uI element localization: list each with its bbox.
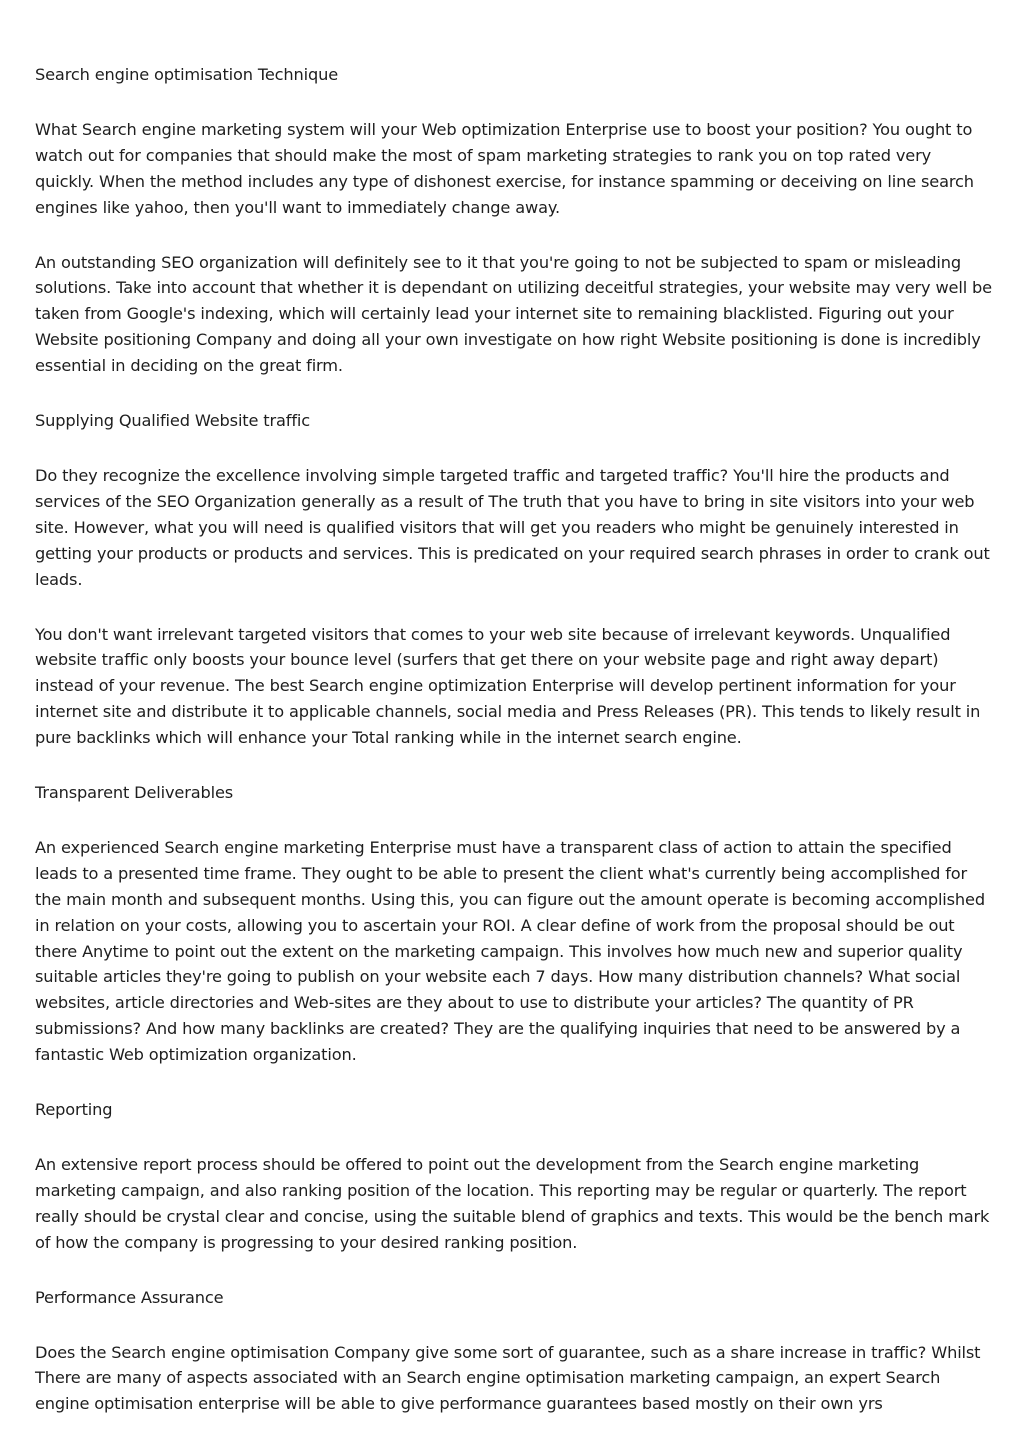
section-heading: Supplying Qualified Website traffic	[35, 411, 310, 431]
document-body	[35, 62, 995, 1446]
paragraph: Do they recognize the excellence involving simple targeted traffic and targeted traffic? You'll hire the products and services of the SEO Organization generally as a result of The truth that you have to bring in site visitors into your web site. However, what you will need is qualified visitors that will get you readers who might be genuinely interested in getting your products or products and services. This is predicated on your required search phrases in order to crank out leads.	[35, 465, 990, 589]
paragraph: An experienced Search engine marketing Enterprise must have a transparent class of action to attain the specified leads to a presented time frame. They ought to be able to present the client what's currently being accomplished for the main month and subsequent months. Using this, you can figure out the amount operate is becoming accomplished in relation on your costs, allowing you to ascertain your ROI. A clear define of work from the proposal should be out there Anytime to point out the extent on the marketing campaign. This involves how much new and superior quality suitable articles they're going to publish on your website each 7 days. How many distribution channels? What social websites, article directories and Web-sites are they about to use to distribute your articles? The quantity of PR submissions? And how many backlinks are created? They are the qualifying inquiries that need to be answered by a fantastic Web optimization organization.	[35, 837, 985, 1065]
section-heading: Performance Assurance	[35, 1287, 224, 1307]
paragraph: An outstanding SEO organization will definitely see to it that you're going to not be subjected to spam or misleading solutions. Take into account that whether it is dependant on utilizing deceitful strategies, your website may very well be taken from Google's indexing, which will certainly lead your internet site to remaining blacklisted. Figuring out your Website positioning Company and doing all your own investigate on how right Website positioning is done is incredibly essential in deciding on the great firm.	[35, 252, 992, 376]
section-heading: Search engine optimisation Technique	[35, 65, 339, 84]
section-heading: Transparent Deliverables	[35, 783, 234, 803]
paragraph: An extensive report process should be offered to point out the development from the Search engine marketing marketing campaign, and also ranking position of the location. This reporting may be regular or quarterly. The report really should be crystal clear and concise, using the suitable blend of graphics and texts. This would be the bench mark of how the company is progressing to your desired ranking position.	[35, 1155, 990, 1252]
paragraph: You don't want irrelevant targeted visitors that comes to your web site because of irrelevant keywords. Unqualified website traffic only boosts your bounce level (surfers that get there on your website page and right away depart) instead of your revenue. The best Search engine optimization Enterprise will develop pertinent information for your internet site and distribute it to applicable channels, social media and Press Releases (PR). This tends to likely result in pure backlinks which will enhance your Total ranking while in the internet search engine.	[35, 624, 981, 748]
paragraph: What Search engine marketing system will your Web optimization Enterprise use to boost your position? You ought to watch out for companies that should make the most of spam marketing strategies to rank you on top rated very quickly. When the method includes any type of dishonest exercise, for instance spamming or deceiving on line search engines like yahoo, then you'll want to immediately change away.	[35, 119, 974, 217]
paragraph: Does the Search engine optimisation Company give some sort of guarantee, such as a share increase in traffic? Whilst There are many of aspects associated with an Search engine optimisation marketing campaign, an expert Search engine optimisation enterprise will be able to give performance guarantees based mostly on their own yrs	[35, 1342, 981, 1414]
section-heading: Reporting	[35, 1100, 113, 1120]
